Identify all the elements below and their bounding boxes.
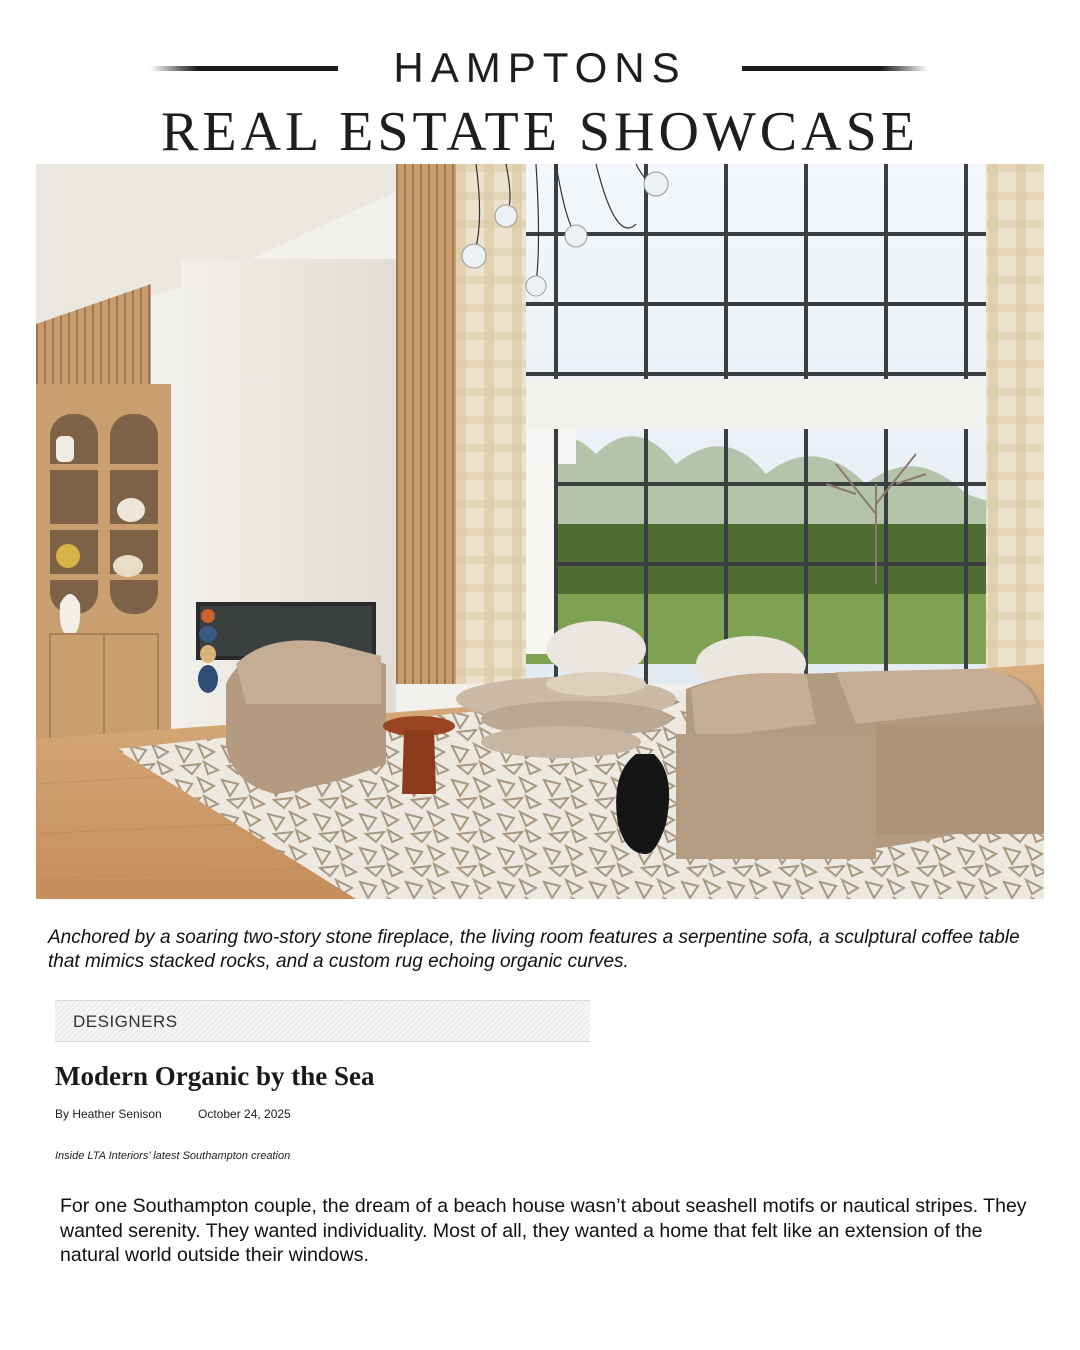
section-label-band	[55, 1000, 590, 1042]
publish-date: October 24, 2025	[198, 1107, 291, 1121]
article-lede: For one Southampton couple, the dream of a beach house wasn’t about seashell motifs or nautical stripes. They wanted serenity. They wanted individuality. Most of all, they wanted a home that felt like an extension of the natural world outside their windows.	[60, 1195, 1027, 1266]
article-title: Modern Organic by the Sea	[55, 1061, 375, 1091]
masthead-rule-left	[150, 66, 338, 71]
article-dek: Inside LTA Interiors’ latest Southampton creation	[55, 1150, 291, 1162]
masthead-subtitle: REAL ESTATE SHOWCASE	[161, 101, 919, 163]
section-label[interactable]: DESIGNERS	[73, 1012, 178, 1031]
masthead-rule-right	[742, 66, 928, 71]
curtain-right	[986, 164, 1044, 684]
curtain-left	[456, 164, 526, 684]
author-byline: By Heather Senison	[55, 1107, 162, 1121]
photo-caption: Anchored by a soaring two-story stone fireplace, the living room features a serpentine sofa, a sculptural coffee table that mimics stacked rocks, and a custom rug echoing organic curves.	[48, 927, 1020, 972]
hero-photo	[36, 164, 1044, 899]
living-room-illustration	[36, 164, 1044, 899]
masthead	[0, 44, 1080, 92]
masthead-title: HAMPTONS	[393, 44, 687, 91]
